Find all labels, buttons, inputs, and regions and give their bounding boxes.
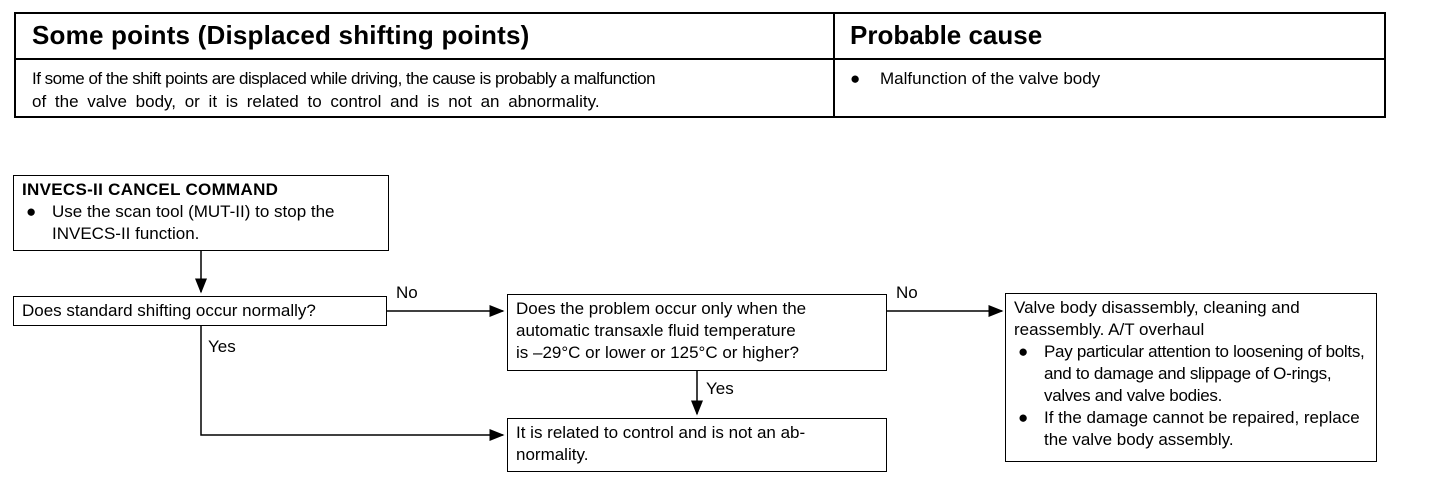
valve-title-line-2: reassembly. A/T overhaul bbox=[1014, 320, 1205, 339]
label-yes-q1: Yes bbox=[208, 337, 236, 356]
q2-line-1: Does the problem occur only when the bbox=[516, 299, 807, 318]
valve-item-2-text: If the damage cannot be repaired, replace the valve body assembly. bbox=[1044, 408, 1360, 449]
question-standard-shifting bbox=[13, 296, 387, 326]
valve-item-1 bbox=[1014, 341, 1368, 407]
valve-bullet-1: ● bbox=[1018, 342, 1029, 361]
result-not-abnormality bbox=[507, 418, 887, 472]
table-header-cause: Probable cause bbox=[850, 20, 1043, 50]
control-line-2: normality. bbox=[516, 445, 589, 464]
invecs-bullet: ● bbox=[26, 202, 37, 221]
invecs-title: INVECS-II CANCEL COMMAND bbox=[22, 180, 279, 199]
symptom-line-1: If some of the shift points are displaced while driving, the cause is probably a malfunction bbox=[32, 69, 656, 88]
cause-bullet: ● bbox=[850, 69, 861, 88]
valve-body-overhaul-box bbox=[1005, 293, 1377, 462]
cause-item: Malfunction of the valve body bbox=[880, 69, 1101, 88]
valve-item-2 bbox=[1014, 407, 1368, 451]
label-no-q1: No bbox=[396, 283, 418, 302]
valve-item-1-text: Pay particular attention to loosening of bolts, and to damage and slippage of O-rings, valves and valve bodies. bbox=[1044, 342, 1365, 405]
control-line-1: It is related to control and is not an ab- bbox=[516, 423, 806, 442]
symptom-line-2: of the valve body, or it is related to control and is not an abnormality. bbox=[32, 92, 600, 111]
label-no-q2: No bbox=[896, 283, 918, 302]
question-fluid-temperature bbox=[507, 294, 887, 371]
invecs-item-text: Use the scan tool (MUT-II) to stop the INVECS-II function. bbox=[52, 202, 335, 243]
valve-title-line-1: Valve body disassembly, cleaning and bbox=[1014, 298, 1300, 317]
connector-q1-to-control bbox=[201, 326, 503, 435]
label-yes-q2: Yes bbox=[706, 379, 734, 398]
q2-line-2: automatic transaxle fluid temperature bbox=[516, 321, 796, 340]
valve-bullet-2: ● bbox=[1018, 408, 1029, 427]
invecs-cancel-box bbox=[13, 175, 389, 251]
q2-line-3: is –29°C or lower or 125°C or higher? bbox=[516, 343, 799, 362]
q1-text: Does standard shifting occur normally? bbox=[22, 301, 316, 320]
invecs-item bbox=[22, 201, 380, 245]
table-header-symptom: Some points (Displaced shifting points) bbox=[32, 20, 530, 50]
